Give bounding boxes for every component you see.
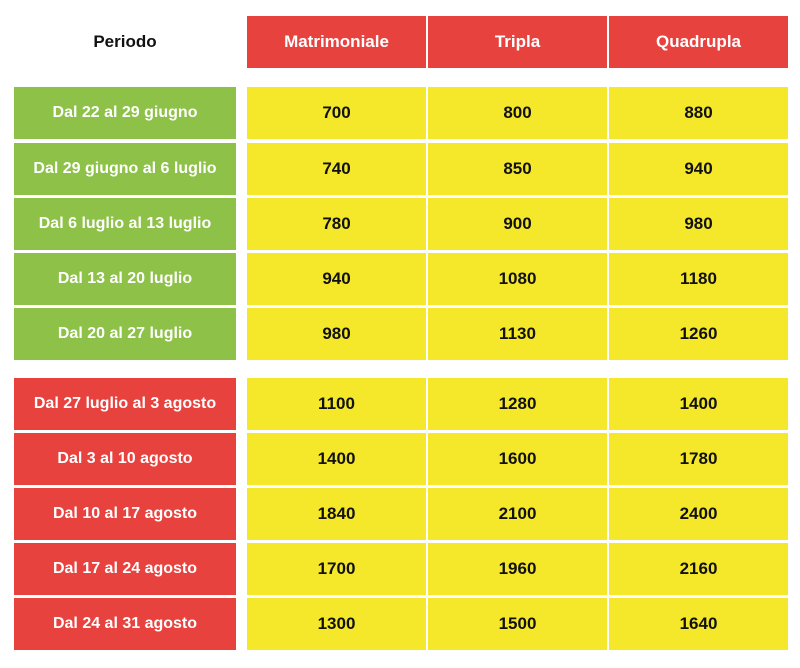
price-cell-tripla: 2100 [428, 488, 607, 540]
price-cell-tripla: 1960 [428, 543, 607, 595]
price-cell-matrimoniale: 700 [247, 87, 426, 139]
price-cell-matrimoniale: 780 [247, 198, 426, 250]
price-cell-tripla: 1280 [428, 378, 607, 430]
period-cell: Dal 13 al 20 luglio [14, 253, 236, 305]
period-cell: Dal 17 al 24 agosto [14, 543, 236, 595]
price-cell-tripla: 1500 [428, 598, 607, 650]
price-cell-quadrupla: 1400 [609, 378, 788, 430]
header-quadrupla: Quadrupla [609, 16, 788, 68]
price-cell-quadrupla: 980 [609, 198, 788, 250]
price-cell-quadrupla: 2160 [609, 543, 788, 595]
period-cell: Dal 10 al 17 agosto [14, 488, 236, 540]
period-cell: Dal 3 al 10 agosto [14, 433, 236, 485]
price-cell-quadrupla: 1260 [609, 308, 788, 360]
price-cell-matrimoniale: 1700 [247, 543, 426, 595]
price-cell-quadrupla: 940 [609, 143, 788, 195]
period-cell: Dal 20 al 27 luglio [14, 308, 236, 360]
period-header: Periodo [93, 32, 157, 51]
price-cell-quadrupla: 2400 [609, 488, 788, 540]
price-cell-matrimoniale: 740 [247, 143, 426, 195]
price-cell-tripla: 1600 [428, 433, 607, 485]
period-cell: Dal 6 luglio al 13 luglio [14, 198, 236, 250]
period-cell: Dal 27 luglio al 3 agosto [14, 378, 236, 430]
price-cell-matrimoniale: 1100 [247, 378, 426, 430]
price-cell-tripla: 1080 [428, 253, 607, 305]
price-cell-quadrupla: 1180 [609, 253, 788, 305]
period-cell: Dal 24 al 31 agosto [14, 598, 236, 650]
price-cell-tripla: 1130 [428, 308, 607, 360]
price-cell-matrimoniale: 940 [247, 253, 426, 305]
header-matrimoniale: Matrimoniale [247, 16, 426, 68]
price-cell-matrimoniale: 1840 [247, 488, 426, 540]
period-cell: Dal 22 al 29 giugno [14, 87, 236, 139]
price-cell-quadrupla: 880 [609, 87, 788, 139]
price-cell-tripla: 850 [428, 143, 607, 195]
price-cell-tripla: 900 [428, 198, 607, 250]
price-cell-matrimoniale: 1300 [247, 598, 426, 650]
price-cell-matrimoniale: 980 [247, 308, 426, 360]
period-cell: Dal 29 giugno al 6 luglio [14, 143, 236, 195]
price-cell-tripla: 800 [428, 87, 607, 139]
price-cell-matrimoniale: 1400 [247, 433, 426, 485]
header-tripla: Tripla [428, 16, 607, 68]
price-cell-quadrupla: 1640 [609, 598, 788, 650]
price-cell-quadrupla: 1780 [609, 433, 788, 485]
